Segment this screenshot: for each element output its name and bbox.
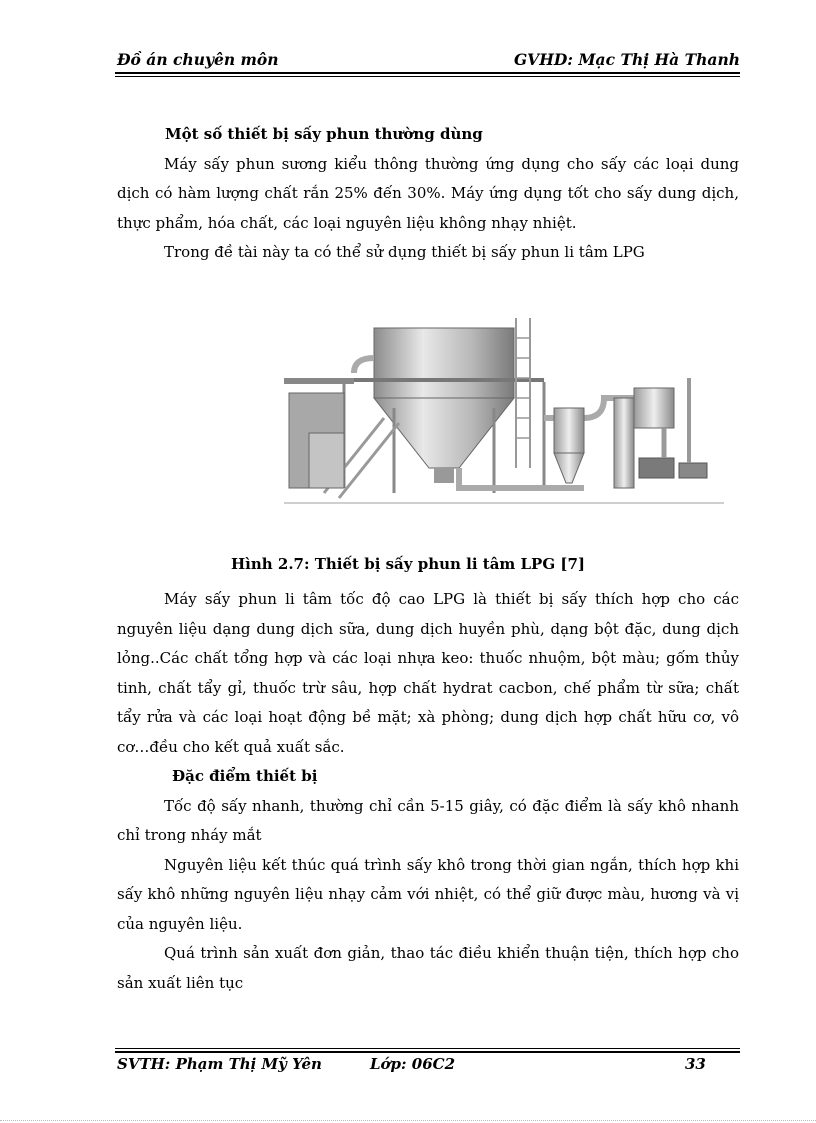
paragraph: Máy sấy phun li tâm tốc độ cao LPG là thiết bị sấy thích hợp cho các nguyên liệu dạng dung dịch sữa, dung dịch huyền phù, dạng bột đặc, dung dịch lỏng..Các chất tổng hợp và các loại nhựa keo: thuốc nhuộm, bột màu; gốm thủy tinh, chất tẩy gỉ, thuốc trừ sâu, hợp chất hydrat cacbon, chế phẩm từ sữa; chất tẩy rửa và các loại hoạt động bề mặt; xà phòng; dung dịch hợp chất hữu cơ, vô cơ…đều cho kết quả xuất sắc. xyxy=(117,590,739,756)
section-heading: Đặc điểm thiết bị xyxy=(172,767,318,785)
paragraph: Nguyên liệu kết thúc quá trình sấy khô trong thời gian ngắn, thích hợp khi sấy khô những nguyên liệu nhạy cảm với nhiệt, có thể giữ được màu, hương và vị của nguyên liệu. xyxy=(117,855,739,933)
paragraph: Quá trình sản xuất đơn giản, thao tác điều khiển thuận tiện, thích hợp cho sản xuất liên tục xyxy=(117,944,739,992)
page-edge xyxy=(0,1120,816,1121)
figure-caption: Hình 2.7: Thiết bị sấy phun li tâm LPG [7] xyxy=(230,555,585,573)
paragraph: Máy sấy phun sương kiểu thông thường ứng dụng cho sấy các loại dung dịch có hàm lượng chất rắn 25% đến 30%. Máy ứng dụng tốt cho sấy dung dịch, thực phẩm, hóa chất, các loại nguyên liệu không nhạy nhiệt. xyxy=(117,154,739,232)
footer-rule-thick xyxy=(115,1051,740,1053)
header-rule-thin xyxy=(115,76,740,77)
section-1 xyxy=(117,120,739,268)
section-2 xyxy=(117,585,739,998)
section-heading: Một số thiết bị sấy phun thường dùng xyxy=(165,125,483,143)
footer-student: SVTH: Phạm Thị Mỹ Yên xyxy=(117,1055,322,1073)
paragraph: Tốc độ sấy nhanh, thường chỉ cần 5-15 giây, có đặc điểm là sấy khô nhanh chỉ trong nháy mắt xyxy=(117,796,739,844)
footer-rule-thin xyxy=(115,1048,740,1049)
spray-dryer-figure xyxy=(284,318,744,514)
page-number: 33 xyxy=(685,1055,706,1073)
header-advisor: GVHD: Mạc Thị Hà Thanh xyxy=(513,50,740,69)
header-title: Đồ án chuyên môn xyxy=(117,50,279,69)
paragraph: Trong đề tài này ta có thể sử dụng thiết bị sấy phun li tâm LPG xyxy=(164,243,645,261)
header-rule-thick xyxy=(115,72,740,74)
footer-class: Lớp: 06C2 xyxy=(370,1055,456,1073)
